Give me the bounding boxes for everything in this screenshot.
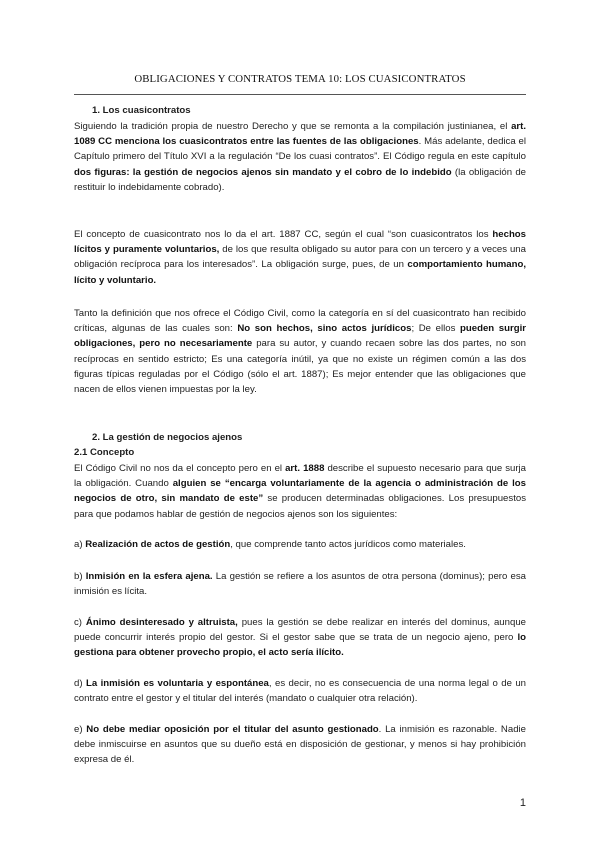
list-item-d-voluntaria: [74, 676, 526, 706]
paragraph-gestion-concepto: [74, 461, 526, 522]
bold-text-run: hechos lícitos y puramente voluntarios,: [74, 229, 526, 256]
text-run: El Código Civil no nos da el concepto pero en el: [74, 463, 286, 474]
bold-text-run: lo gestiona para obtener provecho propio, el acto sería ilícito.: [74, 632, 526, 659]
title-divider: [74, 94, 526, 95]
bold-text-run: No son hechos, sino actos jurídicos: [237, 323, 412, 335]
bold-text-run: art. 1089 CC menciona los cuasicontratos entre las fuentes de las obligaciones: [74, 121, 526, 148]
text-run: b): [74, 571, 86, 582]
list-item-e-no-oposicion: [74, 722, 526, 768]
bold-text-run: Realización de actos de gestión: [85, 539, 231, 550]
text-run: de los que resulta obligado su autor para con un tercero y a veces una obligación recíproca para los interesados”. La obligación surge, pues, de un: [74, 244, 526, 271]
list-item-c-animo: [74, 615, 526, 661]
text-run: pues la gestión se debe realizar en interés del dominus, aunque puede concurrir interés propio del gestor. Si el gestor sabe que se trata de un negocio ajeno, pero: [74, 617, 526, 644]
text-run: La gestión se refiere a los asuntos de otra persona (dominus); pero esa inmisión es lícita.: [74, 571, 526, 598]
text-run: , es decir, no es consecuencia de una norma legal o de un contrato entre el gestor y el titular del interés (mandato o cualquier otra relación).: [74, 678, 527, 705]
bold-text-run: Ánimo desinteresado y altruista,: [85, 617, 238, 628]
text-run: Tanto la definición que nos ofrece el Código Civil, como la categoría en sí del cuasicontrato han recibido críticas, algunas de las cuales son:: [74, 308, 526, 335]
section-heading-gestion-negocios: 2. La gestión de negocios ajenos: [92, 432, 243, 443]
paragraph-cuasicontrato-concepto: [74, 227, 526, 288]
bold-text-run: alguien se “encarga voluntariamente de la agencia o administración de los negocios de otro, sin mandato de este”: [74, 478, 526, 505]
paragraph-cuasicontrato-criticas: [74, 306, 526, 397]
text-run: para su autor, y cuando recaen sobre las dos partes, no son recíprocas en sentido estricto; Es una categoría inútil, ya que no existe un régimen común a las dos figuras típicas reguladas por el Código (sólo el art. 1887); Es mejor entender que las obligaciones que nacen de ellos vienen impuestas por la ley.: [74, 338, 526, 396]
text-run: ; De ellos: [411, 323, 461, 335]
paragraph-cuasicontratos-intro: [74, 119, 526, 195]
text-run: e): [74, 724, 87, 735]
bold-text-run: La inmisión es voluntaria y espontánea: [85, 678, 269, 689]
text-run: (la obligación de restituir lo indebidamente cobrado).: [74, 166, 526, 193]
text-run: se producen determinadas obligaciones. Los presupuestos para que podamos hablar de gestión de negocios ajenos son los siguientes:: [74, 493, 526, 520]
bold-text-run: No debe mediar oposición por el titular del asunto gestionado: [86, 724, 379, 735]
text-run: c): [74, 617, 86, 628]
text-run: El concepto de cuasicontrato nos lo da el art. 1887 CC, según el cual “son cuasicontratos los: [74, 229, 493, 240]
text-run: describe el supuesto necesario para que surja la obligación. Cuando: [74, 463, 526, 490]
bold-text-run: art. 1888: [285, 463, 325, 474]
text-run: a): [74, 539, 86, 550]
list-item-a-actos-gestion: [74, 537, 526, 552]
text-run: , que comprende tanto actos jurídicos como materiales.: [230, 539, 466, 550]
bold-text-run: Inmisión en la esfera ajena.: [85, 571, 213, 582]
text-run: d): [74, 678, 86, 689]
list-item-b-inmision: [74, 569, 526, 599]
page-number: 1: [519, 797, 526, 809]
text-run: . La inmisión es razonable. Nadie debe inmiscuirse en asuntos que su dueño está en disposición de gestionar, y menos si hay prohibición expresa de él.: [74, 724, 527, 766]
bold-text-run: dos figuras: la gestión de negocios ajenos sin mandato y el cobro de lo indebido: [74, 166, 452, 178]
subsection-heading-concepto: 2.1 Concepto: [74, 447, 135, 458]
document-title: OBLIGACIONES Y CONTRATOS TEMA 10: LOS CUASICONTRATOS: [134, 73, 466, 85]
bold-text-run: comportamiento humano, lícito y voluntario.: [74, 259, 527, 286]
section-heading-cuasicontratos: 1. Los cuasicontratos: [92, 105, 191, 116]
text-run: Siguiendo la tradición propia de nuestro Derecho y que se remonta a la compilación justinianea, el: [74, 121, 512, 132]
text-run: . Más adelante, dedica el Capítulo primero del Título XVI a la regulación “De los cuasi contratos”. El Código regula en este capítulo: [74, 136, 527, 163]
bold-text-run: pueden surgir obligaciones, pero no necesariamente: [74, 323, 526, 350]
